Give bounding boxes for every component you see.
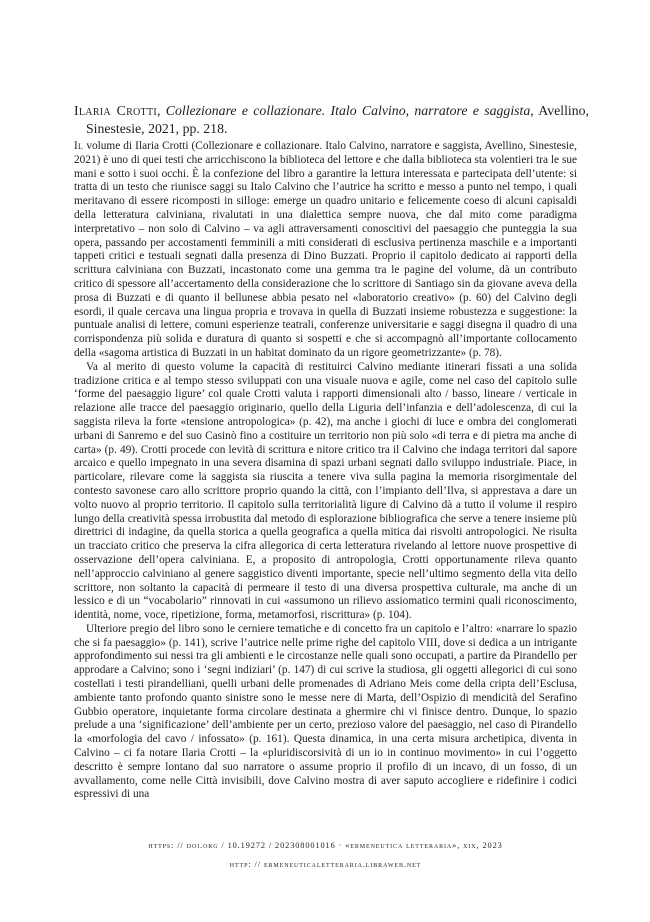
paragraph-1-dropword: Il xyxy=(74,140,84,152)
paragraph-1 xyxy=(74,140,577,361)
page-footer xyxy=(74,836,577,874)
review-publisher-info: Avellino, Sinestesie, 2021, pp. 218. xyxy=(86,103,590,136)
paragraph-1-text: volume di Ilaria Crotti (Collezionare e collazionare. Italo Calvino, narratore e saggista, Avellino, Sinestesie, 2021) è uno di quei testi che arricchiscono la biblioteca del lettore e che dalla biblioteca sta volentieri tra le sue mani e sotto i suoi occhi. È la confezione del libro a garantire la lettura interessata e partecipata dell’utente: si tratta di un testo che riunisce saggi su Italo Calvino che l’autrice ha scritto e messo a punto nel tempo, i quali meritavano di essere ricomposti in silloge: emerge un quadro unitario e felicemente coeso di alcuni capisaldi della letteratura calviniana, rivalutati in una dialettica sempre nuova, che dal mito come paradigma interpretativo – non solo di Calvino – va agli attraversamenti conoscitivi del paesaggio che punteggia la sua opera, passando per accostamenti femminili a miti considerati di esclusiva pertinenza maschile e a importanti tappeti critici e testuali segnati dalla presenza di Dino Buzzati. Proprio il capitolo dedicato ai rapporti della scrittura calviniana con Buzzati, incastonato come una gemma tra le pagine del volume, dà un contributo critico di spessore all’accertamento della considerazione che lo scrittore di Santiago sin da giovane aveva della prosa di Buzzati e di quanto il bellunese abbia pesato nel «laboratorio creativo» (p. 60) del Calvino degli esordi, il quale cercava una lingua propria e trovava in quella di Buzzati insieme robustezza e suggestione: la puntuale analisi di lettere, comuni esperienze teatrali, conferenze universitarie e saggi disegna il quadro di una corrispondenza più solida e duratura di quanto si sospetti e che si accompagnò all’importante collocamento della «sagoma artistica di Buzzati in un habitat dominato da un rigore geometrizzante» (p. 78). xyxy=(74,140,577,359)
footer-website-link[interactable]: http: // ermeneuticaletteraria.libraweb.net xyxy=(229,860,422,869)
footer-doi-line: https: // doi.org / 10.19272 / 202308001016 · «ermeneutica letteraria», xix, 2023 xyxy=(148,841,503,850)
review-book-title: Collezionare e collazionare. Italo Calvino, narratore e saggista xyxy=(165,103,531,118)
review-header: Ilaria Crotti, Collezionare e collazionare. Italo Calvino, narratore e saggista, Avellino, Sinestesie, 2021, pp. 218. xyxy=(74,103,590,136)
paragraph-3: Ulteriore pregio del libro sono le cerniere tematiche e di concetto fra un capitolo e l’altro: «narrare lo spazio che si fa paesaggio» (p. 141), scrive l’autrice nelle prime righe del capitolo VIII, dove si dedica a un intrigante approfondimento sui nessi tra gli ambienti e le circostanze nelle quali sono occupati, a partire da Pirandello per approdare a Calvino; sono i ‘segni indiziari’ (p. 147) di cui scrive la studiosa, gli oggetti allegorici di cui sono costellati i testi pirandelliani, quelli urbani delle promenades di Adriano Meis come della cripta dell’Esclusa, ambiente tanto profondo quanto sinistre sono le messe nere di Marta, dell’Ospizio di mendicità del Serafino Gubbio operatore, inquietante forma circolare destinata a ghermire chi vi finisce dentro. Dunque, lo spazio prelude a una ‘significazione’ dell’ambiente per un certo, prezioso valore del paesaggio, nel caso di Pirandello la «morfologia del cavo / infossato» (p. 161). Questa dinamica, in una certa misura archetipica, diventa in Calvino – ci fa notare Ilaria Crotti – la «pluridiscorsività di un io in continuo movimento» in cui l’oggetto descritto è sempre lontano dal suo narratore o assume proprio il profilo di un incavo, di un fosso, di un avvallamento, come nelle Città invisibili, dove Calvino mostra di aver saputo accogliere e ridefinire i codici espressivi di una xyxy=(74,622,577,801)
review-body xyxy=(74,140,577,802)
paragraph-2: Va al merito di questo volume la capacità di restituirci Calvino mediante itinerari fissati a una solida tradizione critica e al tempo stesso sviluppati con una visuale nuova e agile, come nel caso del capitolo sulle ‘forme del paesaggio ligure’ col quale Crotti valuta i rapporti dimensionali alto / basso, lineare / verticale in relazione alle tracce del paesaggio originario, quello della Liguria dell’infanzia e dell’adolescenza, di cui la saggista rileva la forte «tensione antropologica» (p. 42), ma anche i giochi di luce e ombra dei conglomerati urbani di Sanremo e del suo Casinò fino a costituire un territorio non più solo «di terra e di pietra ma anche di carta» (p. 49). Crotti procede con levità di scrittura e nitore critico tra il Calvino che indaga territori dal sapore arcaico e quello impegnato in una severa disamina di spazi urbani segnati dallo sviluppo industriale. Piace, in particolare, rilevare come la saggista sia riuscita a tenere viva sulla pagina la memoria risorgimentale del contesto savonese caro allo scrittore proprio quando la città, con l’impianto dell’Ilva, si apprestava a dare un volto nuovo al proprio territorio. Il capitolo sulla territorialità ligure di Calvino dà a tutto il volume il respiro lungo della creatività spessa irrobustita dal metodo di esplorazione bibliografica che serve a tenere insieme più direttrici di indagine, da quella storica a quella geografica a quella mitica dai risvolti antropologici. Ne risulta un tracciato critico che preserva la cifra allegorica di certa letteratura rivelando al lettore nuove prospettive di osservazione dell’opera calviniana. E, a proposito di antropologia, Crotti opportunamente rileva quanto nell’approccio calviniano al genere saggistico diventi importante, specie nell’ultimo segmento della vita dello scrittore, non soltanto la capacità di permeare il testo di una diversa prospettiva culturale, ma anche di un lessico e di un “vocabolario” rinnovati in cui «assumono un rilievo assiomatico termini quali riconoscimento, identità, nome, voce, ripetizione, forma, metamorfosi, riscrittura» (p. 104). xyxy=(74,360,577,622)
review-author: Ilaria Crotti xyxy=(74,103,158,118)
